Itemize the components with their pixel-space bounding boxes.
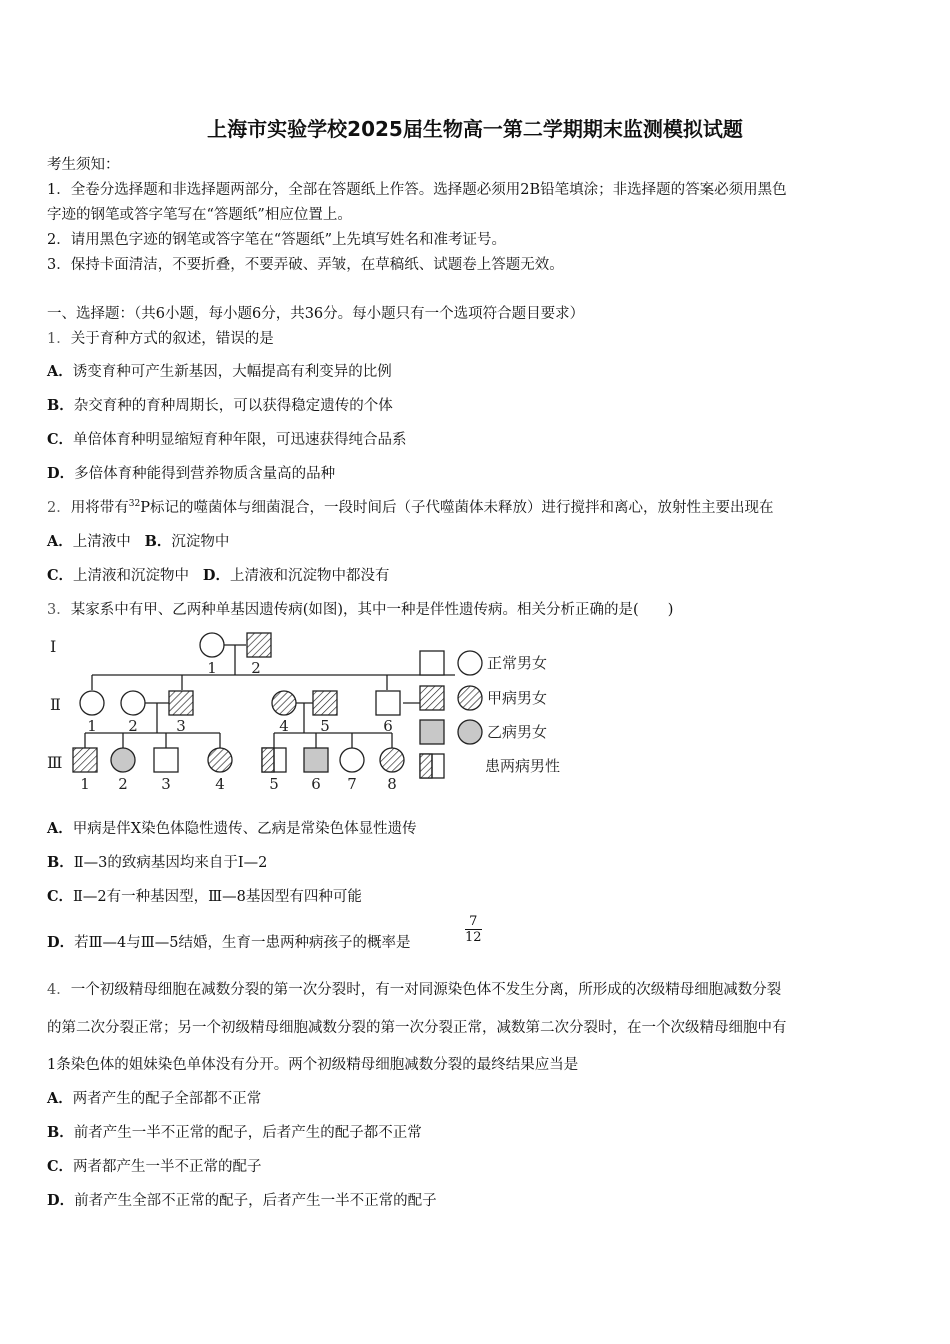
option-label: D．	[47, 465, 75, 482]
q4-option-c[interactable]	[47, 1155, 262, 1176]
question-text: 关于育种方式的叙述，错误的是	[70, 331, 274, 347]
q3-option-b[interactable]	[47, 851, 267, 872]
section-heading: 一、选择题：（共6小题，每小题6分，共36分。每小题只有一个选项符合题目要求）	[47, 306, 585, 322]
generation-label: Ⅱ	[50, 695, 61, 714]
option-text: 单倍体育种明显缩短育种年限，可迅速获得纯合品系	[73, 432, 407, 448]
option-label: C．	[47, 888, 74, 905]
individual-number: 1	[80, 775, 90, 793]
fraction-numerator: 7	[465, 914, 482, 930]
page-title: 上海市实验学校2025届生物高一第二学期期末监测模拟试题	[207, 117, 743, 141]
q3-option-a[interactable]	[47, 817, 417, 838]
option-label: C．	[47, 431, 74, 448]
option-text: 杂交育种的育种周期长，可以获得稳定遗传的个体	[73, 398, 393, 414]
individual-number: 2	[128, 717, 138, 735]
q4-option-b[interactable]	[47, 1121, 422, 1142]
q2-option-c[interactable]	[47, 568, 189, 584]
question-4-text: 的第二次分裂正常；另一个初级精母细胞减数分裂的第一次分裂正常，减数第二次分裂时，在一个次级精母细胞中有	[47, 1020, 787, 1036]
individual-number: 3	[176, 717, 186, 735]
pedigree-chart	[40, 628, 585, 796]
q2-options-ab	[47, 530, 229, 551]
option-text: 沉淀物中	[171, 534, 230, 550]
option-text: 若Ⅲ—4与Ⅲ—5结婚，生育一患两种病孩子的概率是	[74, 935, 411, 951]
question-number: 3．	[47, 602, 71, 618]
option-text: Ⅱ—3的致病基因均来自于Ⅰ—2	[73, 855, 268, 871]
option-text: 上清液中	[72, 534, 131, 550]
question-3-stem	[47, 598, 673, 619]
option-text: 两者产生的配子全部都不正常	[72, 1091, 262, 1107]
individual-number: 6	[383, 717, 393, 735]
pedigree-male-disease-a	[247, 633, 271, 657]
option-text: 上清液和沉淀物中	[73, 568, 190, 584]
option-label: C．	[47, 567, 74, 584]
question-number: 2．	[47, 500, 71, 516]
option-text: 上清液和沉淀物中都没有	[229, 568, 390, 584]
q1-option-a[interactable]	[47, 360, 392, 381]
option-text: 多倍体育种能得到营养物质含量高的品种	[74, 466, 336, 482]
question-1-stem	[47, 327, 274, 348]
question-number: 4．	[47, 982, 71, 998]
notice-item: 1．全卷分选择题和非选择题两部分，全部在答题纸上作答。选择题必须用2B铅笔填涂；非选择题的答案必须用黑色	[47, 182, 787, 198]
option-label: D．	[202, 567, 230, 584]
notice-item: 字迹的钢笔或答字笔写在“答题纸”相应位置上。	[47, 207, 352, 223]
q2-option-a[interactable]	[47, 534, 131, 550]
question-4-stem	[47, 978, 781, 999]
question-text: P标记的噬菌体与细菌混合，一段时间后（子代噬菌体未释放）进行搅拌和离心，放射性主要出现在	[140, 500, 774, 516]
notice-item: 2．请用黑色字迹的钢笔或答字笔在“答题纸”上先填写姓名和准考证号。	[47, 232, 507, 248]
question-text: 用将带有	[70, 500, 129, 516]
option-text: 两者都产生一半不正常的配子	[73, 1159, 262, 1175]
fraction-denominator: 12	[465, 930, 482, 945]
option-text: 甲病是伴X染色体隐性遗传、乙病是常染色体显性遗传	[72, 821, 417, 837]
option-label: A．	[47, 533, 73, 550]
q2-options-cd	[47, 564, 389, 585]
q1-option-d[interactable]	[47, 462, 335, 483]
generation-label: Ⅰ	[50, 637, 57, 656]
option-label: A．	[47, 1090, 73, 1107]
notice-item: 3．保持卡面清洁，不要折叠，不要弄破、弄皱，在草稿纸、试题卷上答题无效。	[47, 257, 564, 273]
q4-option-d[interactable]	[47, 1189, 437, 1210]
q2-option-d[interactable]	[203, 568, 390, 584]
individual-number: 5	[269, 775, 279, 793]
individual-number: 1	[87, 717, 97, 735]
option-label: C．	[47, 1158, 74, 1175]
individual-number: 3	[161, 775, 171, 793]
option-text: 前者产生一半不正常的配子，后者产生的配子都不正常	[73, 1125, 422, 1141]
probability-fraction	[465, 914, 482, 945]
option-label: D．	[47, 934, 75, 951]
q3-option-d[interactable]	[47, 931, 411, 952]
option-label: B．	[47, 854, 74, 871]
q1-option-c[interactable]	[47, 428, 407, 449]
question-text: 某家系中有甲、乙两种单基因遗传病(如图)，其中一种是伴性遗传病。相关分析正确的是( )	[70, 602, 674, 618]
q1-option-b[interactable]	[47, 394, 393, 415]
individual-number: 8	[387, 775, 397, 793]
option-label: B．	[47, 397, 74, 414]
notice-heading: 考生须知：	[47, 157, 120, 173]
legend-label: 患两病男性	[485, 757, 561, 775]
individual-number: 4	[215, 775, 225, 793]
individual-number: 4	[279, 717, 289, 735]
q3-option-c[interactable]	[47, 885, 362, 906]
option-label: B．	[144, 533, 172, 550]
legend-label: 正常男女	[487, 654, 548, 672]
individual-number: 2	[251, 659, 261, 677]
isotope-superscript: 32	[128, 499, 141, 509]
pedigree-female-normal	[200, 633, 224, 657]
option-text: 诱变育种可产生新基因，大幅提高有利变异的比例	[72, 364, 392, 380]
question-text: 一个初级精母细胞在减数分裂的第一次分裂时，有一对同源染色体不发生分离，所形成的次级精母细胞减数分裂	[70, 982, 782, 998]
option-label: B．	[47, 1124, 74, 1141]
individual-number: 7	[347, 775, 357, 793]
question-2-stem	[47, 496, 773, 517]
option-text: Ⅱ—2有一种基因型，Ⅲ—8基因型有四种可能	[73, 889, 362, 905]
legend-label: 乙病男女	[487, 723, 548, 741]
question-number: 1．	[47, 331, 71, 347]
option-label: D．	[47, 1192, 75, 1209]
individual-number: 2	[118, 775, 128, 793]
option-label: A．	[47, 363, 73, 380]
q2-option-b[interactable]	[145, 534, 230, 550]
legend-label: 甲病男女	[487, 689, 548, 707]
option-label: A．	[47, 820, 73, 837]
individual-number: 1	[207, 659, 217, 677]
generation-label: Ⅲ	[47, 753, 63, 772]
individual-number: 6	[311, 775, 321, 793]
question-4-text: 1条染色体的姐妹染色单体没有分开。两个初级精母细胞减数分裂的最终结果应当是	[47, 1057, 579, 1073]
option-text: 前者产生全部不正常的配子，后者产生一半不正常的配子	[74, 1193, 437, 1209]
individual-number: 5	[320, 717, 330, 735]
q4-option-a[interactable]	[47, 1087, 261, 1108]
